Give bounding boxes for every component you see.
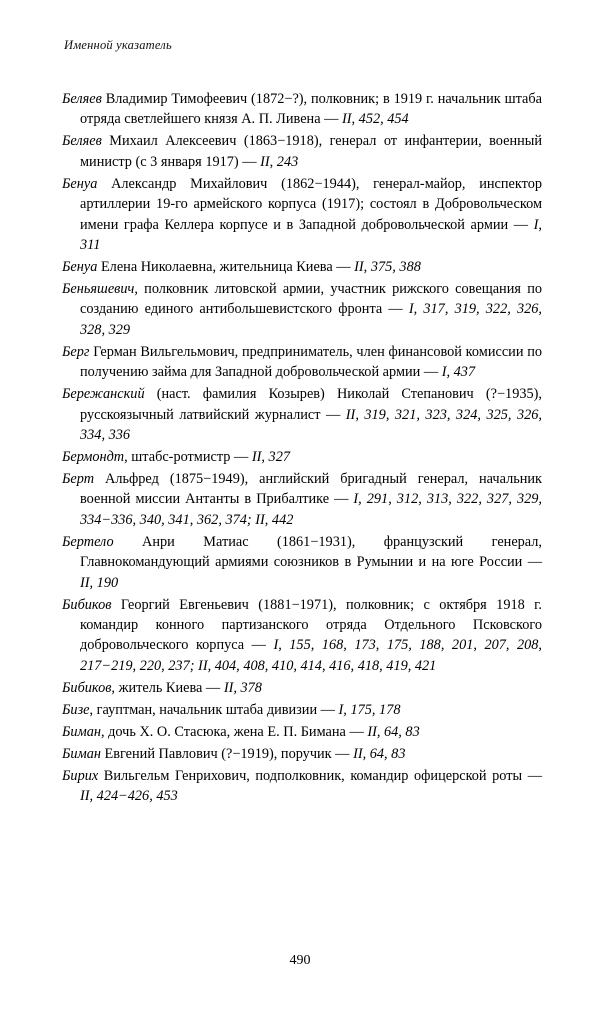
entry-refs: II, 452, 454 — [342, 111, 409, 128]
entry-name: Берт — [62, 470, 95, 487]
entry-name: Беляев — [62, 133, 102, 150]
index-entry — [62, 469, 542, 530]
entry-name: Беньяшевич — [62, 280, 135, 297]
entry-name: Бирих — [62, 767, 99, 784]
entry-refs: II, 378 — [223, 679, 262, 696]
entry-body: Михаил Алексеевич (1863−1918), генерал от инфантерии, военный министр (с 3 января 1917) — — [80, 133, 542, 170]
index-entry — [62, 279, 542, 340]
entry-name: Бермондт — [62, 448, 125, 465]
entry-body: , штабс-ротмистр — — [124, 448, 252, 465]
entry-refs: II, 64, 83 — [353, 745, 406, 762]
entry-refs: I, 291, 312, 313, 322, 327, 329, 334−336, 340, 341, 362, 374; II, 442 — [80, 491, 542, 528]
entry-refs: II, 375, 388 — [354, 259, 421, 275]
entry-name: Бенуа — [62, 175, 98, 192]
entry-body: Елена Николаевна, жительница Киева — — [97, 259, 355, 275]
index-entry — [62, 447, 542, 467]
entry-name: Беляев — [62, 91, 102, 107]
entry-name: Бибиков — [62, 679, 112, 696]
entry-body: , гауптман, начальник штаба дивизии — — [89, 701, 339, 718]
entry-name: Биман — [62, 723, 101, 740]
entry-body: Альфред (1875−1949), английский бригадный генерал, начальник военной миссии Антанты в Прибалтике — — [80, 470, 542, 508]
entry-body: Евгений Павлович (?−1919), поручик — — [100, 745, 354, 762]
index-entry — [62, 766, 542, 807]
entry-body: Вильгельм Генрихович, подполковник, командир офицерской роты — — [98, 767, 542, 784]
index-entry — [62, 174, 542, 256]
index-entry — [62, 722, 542, 742]
entry-refs: I, 317, 319, 322, 326, 328, 329 — [80, 301, 542, 338]
index-entry — [62, 342, 542, 383]
entry-name: Бенуа — [62, 259, 98, 275]
entry-name: Бибиков — [62, 596, 112, 613]
entry-body: Владимир Тимофеевич (1872−?), полковник; в 1919 г. начальник штаба отряда светлейшего князя А. П. Ливена — — [80, 91, 542, 128]
entry-body: Анри Матиас (1861−1931), французский генерал, Главнокомандующий армиями союзников в Румынии и на юге России — — [80, 533, 542, 571]
entry-name: Берг — [62, 343, 90, 360]
entry-body: Георгий Евгеньевич (1881−1971), полковник; с октября 1918 г. командир конного партизанского отряда Отдельного Псковского добровольческого корпуса — — [80, 596, 542, 654]
entry-refs: II, 424−426, 453 — [80, 787, 178, 804]
index-entry-list — [62, 89, 542, 806]
index-entry — [62, 384, 542, 445]
running-head: Именной указатель — [64, 38, 172, 52]
entry-name: Бертело — [62, 533, 114, 550]
index-entry — [62, 89, 542, 130]
index-entry — [62, 257, 542, 277]
entry-refs: II, 327 — [251, 448, 290, 465]
page-number: 490 — [289, 953, 311, 968]
entry-body: , полковник литовской армии, участник рижского совещания по созданию единого антибольшевистского фронта — — [80, 280, 542, 318]
index-entry — [62, 595, 542, 677]
entry-body: (наст. фамилия Козырев) Николай Степанович (?−1935), русскоязычный латвийский журналист — — [80, 386, 542, 423]
entry-refs: II, 190 — [80, 574, 119, 591]
entry-body: , дочь Х. О. Стасюка, жена Е. П. Бимана — — [100, 723, 368, 740]
entry-refs: II, 64, 83 — [367, 723, 420, 740]
entry-body: Александр Михайлович (1862−1944), генерал-майор, инспектор артиллерии 19-го армейского корпуса (1917); состоял в Добровольческом имени графа Келлера корпусе и в Западной добровольческой армии — — [80, 175, 542, 233]
entry-name: Бизе — [62, 701, 90, 718]
entry-body: Герман Вильгельмович, предприниматель, член финансовой комиссии по получению займа для Западной добровольческой армии — — [80, 343, 542, 381]
entry-body: , житель Киева — — [111, 679, 224, 696]
index-entry — [62, 700, 542, 720]
entry-refs: II, 243 — [260, 153, 299, 170]
index-entry — [62, 744, 542, 764]
entry-refs: I, 175, 178 — [338, 701, 401, 718]
entry-refs: II, 319, 321, 323, 324, 325, 326, 334, 336 — [80, 406, 542, 443]
index-entry — [62, 678, 542, 698]
entry-name: Бережанский — [62, 386, 145, 403]
entry-refs: I, 437 — [441, 364, 476, 381]
entry-name: Биман — [62, 745, 101, 762]
index-entry — [62, 532, 542, 593]
entry-refs: I, 311 — [80, 216, 542, 254]
entry-refs: I, 155, 168, 173, 175, 188, 201, 207, 208, 217−219, 220, 237; II, 404, 408, 410, 414, 416, 418, 419, 421 — [80, 637, 542, 674]
index-entry — [62, 131, 542, 172]
